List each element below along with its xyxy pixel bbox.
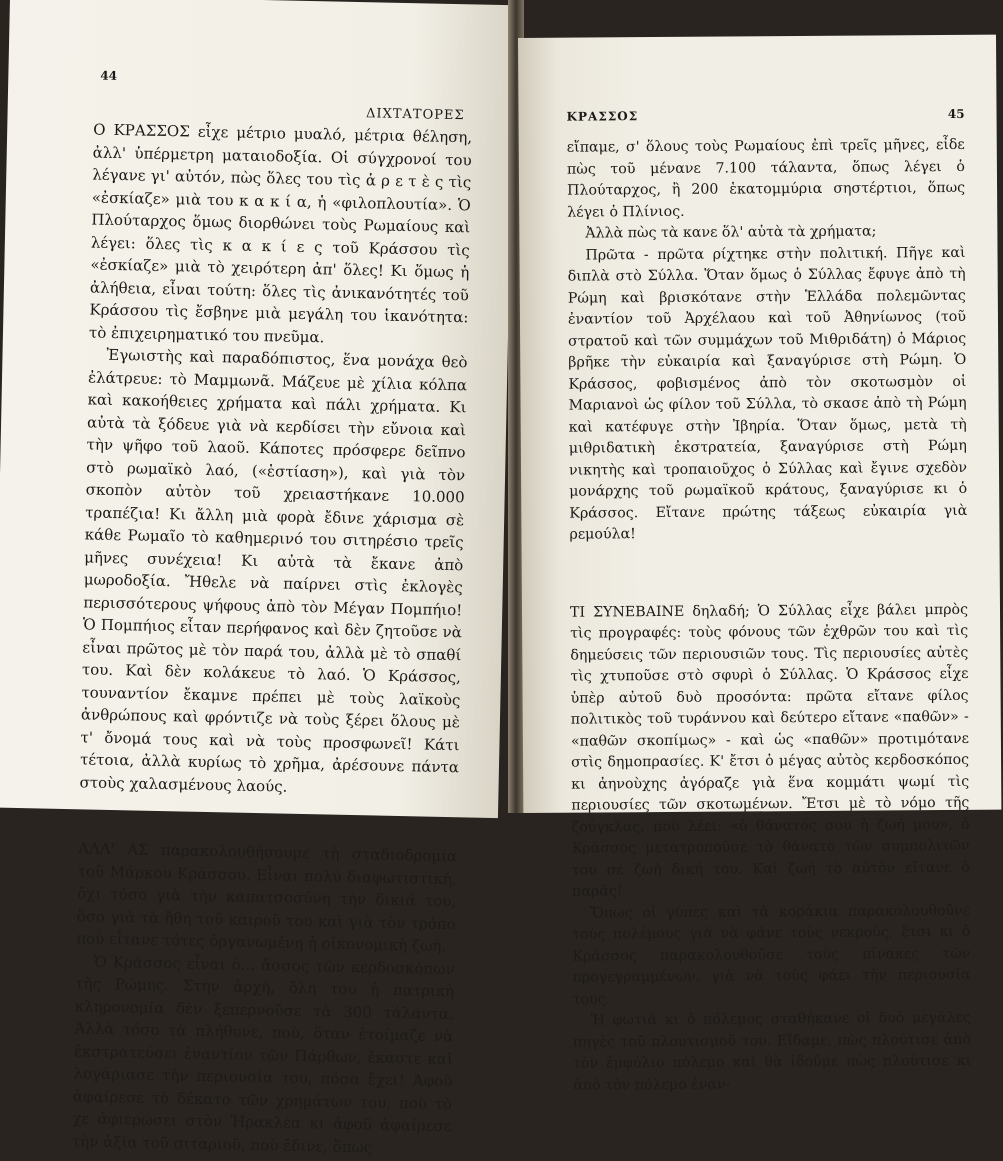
paragraph: εἴπαμε, σ' ὅλους τοὺς Ρωμαίους ἐπὶ τρεῖς μῆνες, εἶδε πὼς τοῦ μένανε 7.100 τάλαντα, ὅπως λέγει ὁ Πλούταρχος, ἢ 200 ἑκατομμύρια σηστέρτιοι, ὅπως λέγει ὁ Πλίνιος. (566, 136, 966, 221)
right-page (518, 35, 1001, 1094)
paragraph: ΑΛΛ' ΑΣ παρακολουθήσουμε τὴ σταδιοδρομία τοῦ Μάρκου Κράσσου. Εἶναι πολὺ διαφωτιστική, ὄχι τόσο γιὰ τὴν καπατσοσύνη τὴν δικιά του, ὅσο γιὰ τὰ ἤθη τοῦ καιροῦ του καὶ γιὰ τὸν τρόπο ποὺ εἶτανε τότες ὀργανωμένη ἡ οἰκονομικὴ ζωή. (76, 839, 458, 956)
paragraph: Ο ΚΡΑΣΣΟΣ εἶχε μέτριο μυαλό, μέτρια θέληση, ἀλλ' ὑπέρμετρη ματαιοδοξία. Οἱ σύγχρονοί του λέγανε γι' αὐτόν, πὼς ὅλες του τὶς ἀ ρ ε τ ὲ ς τὶς «ἐσκίαζε» μιὰ του κ α κ ί α, ἡ «φιλοπλουτία». Ὁ Πλούταρχος ὅμως διορθώνει τοὺς Ρωμαίους καὶ λέγει: ὅλες τὶς κ α κ ί ε ς τοῦ Κράσσου τὶς «ἐσκίαζε» μιὰ τὸ χειρότερη ἀπ' ὅλες! Κι ὅμως ἡ ἀλήθεια, εἶναι τούτη: ὅλες τὶς ἀνικανότητές τοῦ Κράσσου τὶς ἔσβηνε μιὰ μεγάλη του ἱκανότητα: τὸ ἐπιχειρηματικό του πνεῦμα. (88, 120, 473, 346)
paragraph: Ὁ Κράσσος εἶναι ὁ... ἄσσος τῶν κερδοσκόπων τῆς Ρώμης. Στὴν ἀρχή, ὅλη του ἡ πατρικὴ κληρονομία δὲν ξεπερνοῦσε τὰ 300 τάλαντα. Ἀλλὰ τόσο τὰ πλήθυνε, ποὺ, ὅταν ἑτοίμαζε νὰ ἐκστρατεύσει ἐναντίον τῶν Πάρθων, ἔκαστε καὶ λογάριασε τὴν περιουσία του, πόσα ἔχει! Ἀφοῦ ἀφαίρεσε τὸ δέκατο τῶν χρημάτων του, ποὺ τὸ χε ἀφιερώσει στὸν Ἡρακλέα κι ἀφοῦ ἀφαίρεσε τὴν ἀξία τοῦ σιταριοῦ, ποὺ ἔδινε, ὅπως (71, 952, 455, 1157)
paragraph: Ἀλλὰ πὼς τὰ κανε ὅλ' αὐτὰ τὰ χρήματα; (585, 223, 877, 242)
page-number-right: 45 (947, 106, 965, 122)
running-head-left: ΔΙΧΤΑΤΟΡΕΣ (365, 106, 465, 124)
paragraph: Ἐγωιστὴς καὶ παραδόπιστος, ἕνα μονάχα θεὸ ἐλάτρευε: τὸ Μαμμωνᾶ. Μάζευε μὲ χίλια κόλπα καὶ κακοήθειες χρήματα καὶ πάλι χρήματα. Κι αὐτὰ τὰ ξόδευε γιὰ νὰ κερδίσει τὴν εὔνοια καὶ τὴν ψῆφο τοῦ λαοῦ. Κάποτες πρόσφερε δεῖπνο στὸ ρωμαϊκὸ λαό, («ἑστίαση»), καὶ γιὰ τὸν σκοπὸν αὐτὸν τοῦ χρειαστήκανε 10.000 τραπέζια! Κι ἄλλη μιὰ φορὰ ἔδινε χάρισμα σὲ κάθε Ρωμαῖο τὸ καθημερινό του σιτηρέσιο τρεῖς μῆνες συνέχεια! Κι αὐτὰ τὰ ἔκανε ἀπὸ μωροδοξία. Ἤθελε νὰ παίρνει στὶς ἐκλογὲς περισσότερους ψήφους ἀπὸ τὸν Μέγαν Πομπήιο! Ὁ Πομπήιος εἶταν περήφανος καὶ δὲν ζητοῦσε νὰ εἶναι πρῶτος μὲ τὸν παρά του, ἀλλὰ μὲ τὸ σπαθί του. Καὶ δὲν κολάκευε τὸ λαό. Ὁ Κράσσος, τουναντίον ἔκαμνε πρέπει μὲ τοὺς λαϊκοὺς ἀνθρώπους καὶ φρόντιζε νὰ τοὺς ξέρει ὅλους μὲ τ' ὄνομά τους καὶ νὰ τοὺς προσφωνεῖ! Κάτι τέτοια, ἀλλὰ κυρίως τὸ χρῆμα, ἀρέσουνε πάντα στοὺς χαλασμένους λαούς. (79, 345, 468, 796)
page-number-left: 44 (100, 68, 118, 83)
running-head-right: ΚΡΑΣΣΟΣ (566, 109, 639, 124)
paragraph: Ὅπως οἱ γύπες καὶ τὰ κοράκια παρακολουθοῦνε τοὺς πολέμους γιὰ νὰ φάνε τοὺς νεκρούς, ἔτσι κι ὁ Κράσσος παρακολουθοῦσε τοὺς πίνακες τῶν προγεγραμμένων, γιὰ νὰ τοὺς φάει τὴν περιουσία τους. (572, 902, 971, 1008)
paragraph: Πρῶτα - πρῶτα ρίχτηκε στὴν πολιτική. Πῆγε καὶ διπλὰ στὸ Σύλλα. Ὅταν ὅμως ὁ Σύλλας ἔφυγε ἀπὸ τὴ Ρώμη καὶ βρισκότανε στὴν Ἑλλάδα πολεμῶντας ἐναντίον τοῦ Ἀρχέλαου καὶ τοῦ Ἀθηνίωνος (τοῦ στρατοῦ καὶ τῶν συμμάχων τοῦ Μιθριδάτη) ὁ Μάριος βρῆκε τὴν εὐκαιρία καὶ ξαναγύρισε στὴ Ρώμη. Ὁ Κράσσος, φοβισμένος ἀπὸ τὸν σκοτωσμὸν οἱ Μαριανοὶ ὡς φίλον τοῦ Σύλλα, τὸ σκασε ἀπὸ τὴ Ρώμη καὶ κατέφυγε στὴν Ἰβηρία. Ὅταν ὅμως, μετὰ τὴ μιθριδατικὴ ἐκστρατεία, ξαναγύρισε στὴ Ρώμη νικητὴς καὶ τροπαιοῦχος ὁ Σύλλας καὶ ἔγινε σχεδὸν μονάρχης τοῦ ρωμαϊκοῦ κράτους, ξαναγύρισε κι ὁ Κράσσος. Εἴτανε πρώτης τάξεως εὐκαιρία γιὰ ρεμούλα! (567, 244, 968, 543)
paragraph: Ἡ φωτιὰ κι ὁ πόλεμος σταθήκανε οἱ δυὸ μεγάλες πηγὲς τοῦ πλουτισμοῦ του. Εἴδαμε, πὼς πλούτισε ἀπὸ τὸν ἐμφύλιο πόλεμο καὶ θὰ ἰδοῦμε πὼς πλούτισε κι ἀπὸ τὸν πόλεμο ἐναν- (572, 1009, 972, 1094)
paragraph: ΤΙ ΣΥΝΕΒΑΙΝΕ δηλαδή; Ὁ Σύλλας εἶχε βάλει μπρὸς τὶς προγραφές: τοὺς φόνους τῶν ἐχθρῶν του καὶ τὶς δημεύσεις τῶν περιουσιῶν τους. Τὶς περιουσίες αὐτὲς τὶς χτυποῦσε στὸ σφυρὶ ὁ Σύλλας. Ὁ Κράσσος εἶχε ὑπὲρ αὐτοῦ δυὸ προσόντα: πρῶτα εἴτανε φίλος πολιτικὸς τοῦ τυράννου καὶ δεύτερο εἴτανε «παθῶν» - «παθῶν σκοπίμως» - καὶ ὡς «παθῶν» προτιμότανε στὶς δημοπρασίες. Κ' ἔτσι ὁ μέγας αὐτὸς κερδοσκόπος κι ἀηνοὺχης ἀγόραζε γιὰ ἕνα κομμάτι ψωμί τὶς περιουσίες τῶν σκοτωμένων. Ἔτσι μὲ τὸ νόμο τῆς ζούγκλας, ποὺ λέει: «ὁ θάνατός σου ἡ ζωή μου», ὁ Κράσσος μετατροποῦσε τὸ θάνατο τῶν συμπολιτῶν του σὲ ζωὴ δική του. Καὶ ζωὴ τὸ αὐτὸν εἴτανε ὁ παρᾶς! (569, 601, 970, 900)
